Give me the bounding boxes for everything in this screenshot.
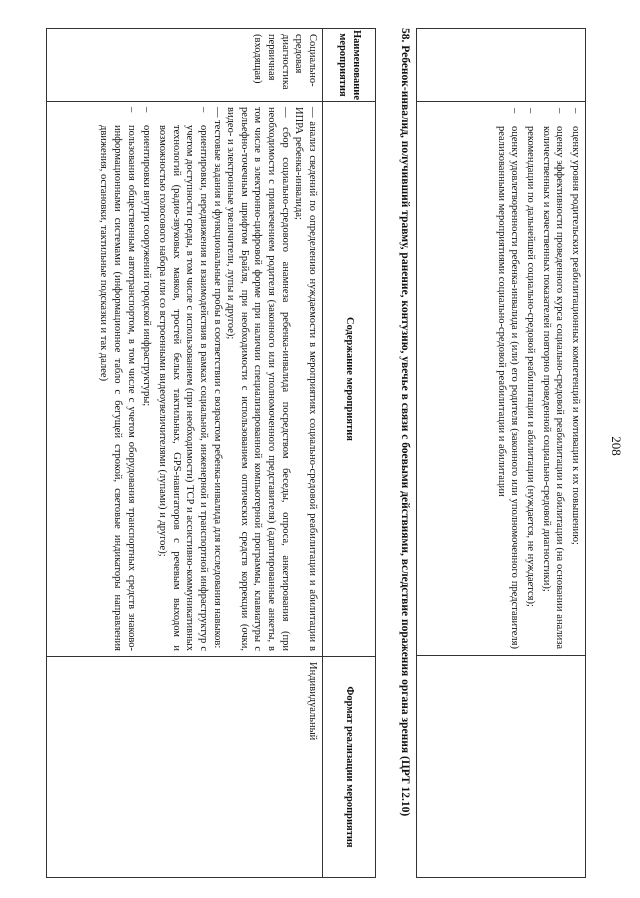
previous-name-cell xyxy=(417,29,585,102)
list-item: – рекомендации по дальнейшей социально-средовой реабилитации и абилитации (нуждается, не нуждается); xyxy=(525,108,537,607)
activity-table xyxy=(46,28,376,878)
previous-format-cell xyxy=(417,656,585,877)
list-item: – ориентировки, передвижения и взаимодействия в рамках социальной, инженерной и транспортной инфраструктур с учетом доступности среды, в том числе с использованием (при необходимости) ТСР и ассистивно-коммуникативных технологий (радио-звуковых маяков, тростей белых тактильных, GPS-навигаторов с речевым выходом и возможностью голосового набора или со встроенными видеоувеличителями (лупами) и другое); xyxy=(156,107,209,651)
page-number: 208 xyxy=(609,436,624,456)
activity-format: Индивидуальный xyxy=(307,662,318,741)
previous-table-block xyxy=(416,28,586,878)
section-heading: 58. Ребенок-инвалид, получивший травму, ранение, контузию, увечье в связи с боевыми действиями, вследствие поражения органа зрения (ЦРТ 12.10) xyxy=(399,28,411,817)
content-column xyxy=(47,102,375,657)
list-item: – оценку уровня родительских реабилитационных компетенций и мотивации к их повышению; xyxy=(570,108,581,545)
list-item: – оценку эффективности проведенного курса социально-средовой реабилитации и абилитации (на основании анализа количественных и качественных показателей повторно проведенной социально-средовой диагностики); xyxy=(540,108,566,649)
content-line: — сбор социально-средового анамнеза ребенка-инвалида посредством беседы, опроса, анкетирования (при необходимости с привлечением родителя (законного или уполномоченного представителя) (адаптированные анкеты, в том числе в электронно-цифровой форме при наличии специализированной компьютерной программы, клавиатуры с рельефно-точечным шрифтом Брайля, при необходимости с использованием оптических средств коррекции (очки, видео- и электронные увеличители, лупы и другое); xyxy=(225,107,291,651)
header-content: Содержание мероприятия xyxy=(322,102,375,656)
content-line: — тестовые задания и функциональные пробы в соответствии с возрастом ребенка-инвалида для исследования навыков: xyxy=(211,107,223,649)
activity-name: Социально-средовая диагностика первичная (входящая) xyxy=(252,34,318,90)
header-format: Формат реализации мероприятия xyxy=(322,657,375,877)
rotated-page-content xyxy=(46,28,586,878)
content-line: — анализ сведений по определению нуждаемости в мероприятиях социально-средовой реабилитации и абилитации в ИПРА ребенка-инвалида; xyxy=(293,107,318,651)
format-column xyxy=(47,657,375,877)
list-item: – пользования общественным автотранспортом, в том числе с учетом оборудования транспортных средств знаково-информационными системами (информационное табло с бегущей строкой, световые индикаторы направления движения, остановки, тактильные подсказки и так далее) xyxy=(98,107,137,651)
previous-content-cell xyxy=(417,102,585,656)
header-name: Наименование мероприятия xyxy=(322,29,375,101)
list-item: – оценку удовлетворенности ребенка-инвалида и (или) его родителя (законного или уполномоченного представителя) реализованными мероприятиями социально-средовой реабилитации и абилитации xyxy=(495,108,521,649)
name-column xyxy=(47,29,375,102)
list-item: – ориентировки внутри сооружений городской инфраструктуры; xyxy=(141,107,153,407)
activity-content xyxy=(92,102,322,656)
